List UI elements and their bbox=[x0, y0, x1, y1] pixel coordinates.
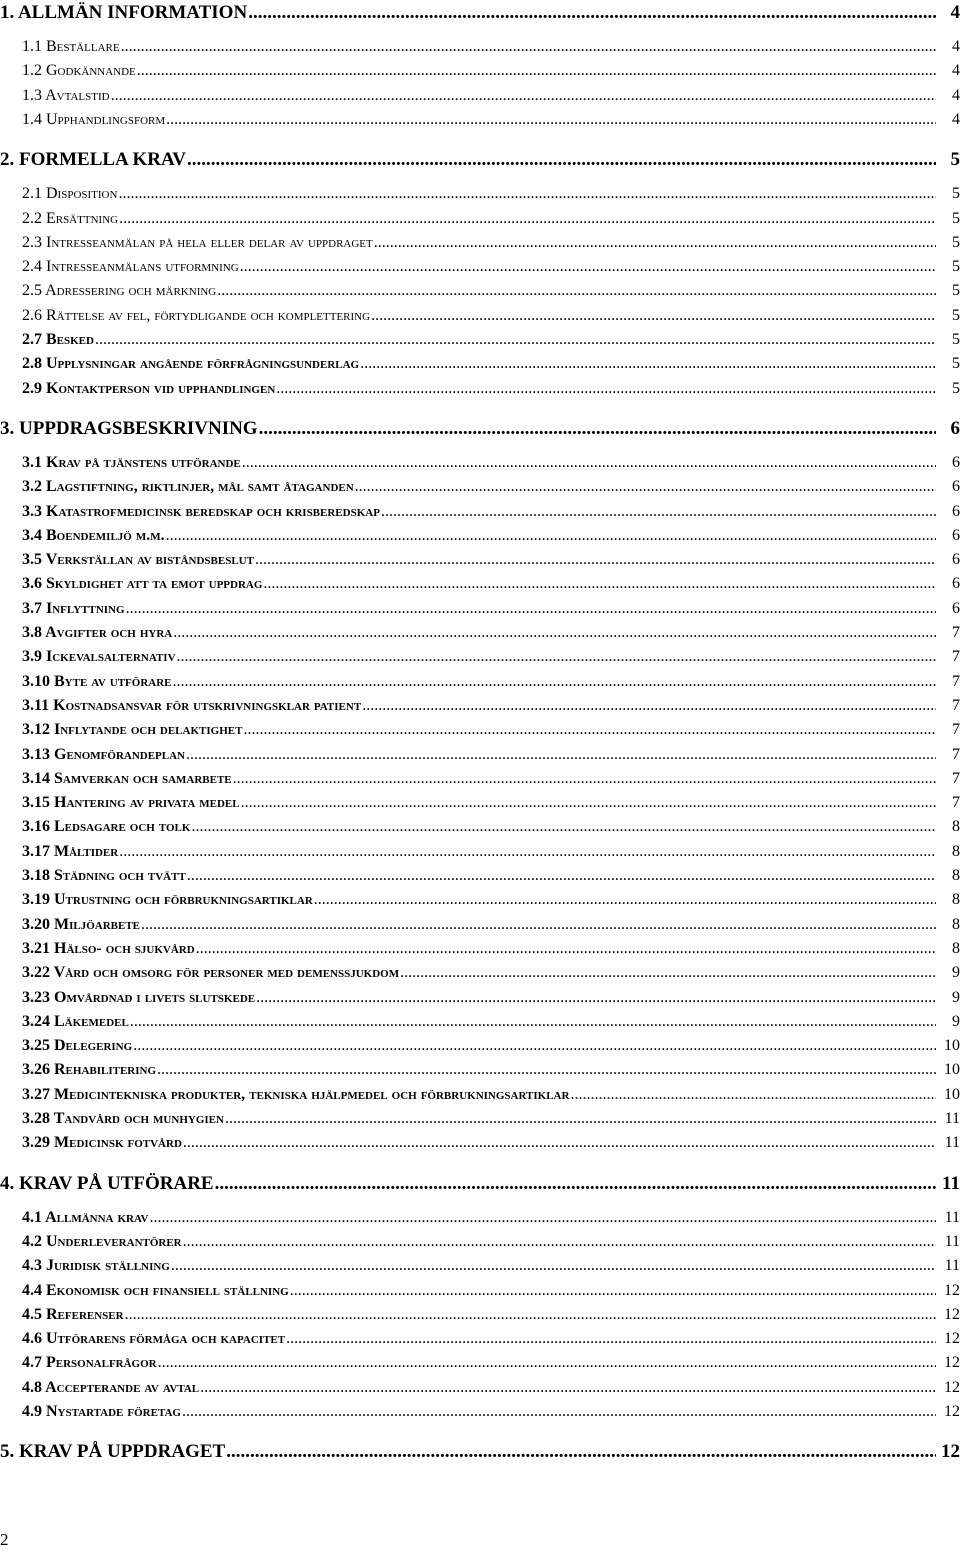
toc-entry-page: 4 bbox=[950, 2, 960, 23]
dot-leader bbox=[191, 818, 936, 836]
toc-entry-title: 4.2 Underleverantörer bbox=[22, 1232, 182, 1250]
dot-leader bbox=[187, 149, 936, 171]
toc-entry[interactable] bbox=[0, 185, 960, 203]
toc-entry-page: 11 bbox=[944, 1208, 960, 1226]
toc-entry-page: 8 bbox=[952, 915, 960, 933]
toc-entry-page: 12 bbox=[944, 1403, 960, 1420]
toc-entry[interactable] bbox=[0, 234, 960, 252]
toc-entry-page: 10 bbox=[944, 1037, 960, 1055]
dot-leader bbox=[371, 307, 936, 325]
toc-entry-title: 3.1 Krav på tjänstens utförande bbox=[22, 453, 241, 471]
toc-entry-page: 12 bbox=[941, 1441, 960, 1463]
toc-entry-page: 9 bbox=[952, 1012, 960, 1030]
dot-leader bbox=[255, 551, 936, 569]
dot-leader bbox=[362, 697, 936, 715]
dot-leader bbox=[186, 746, 936, 764]
toc-entry-page: 4 bbox=[952, 38, 960, 55]
toc-entry[interactable] bbox=[0, 916, 960, 934]
toc-entry[interactable] bbox=[0, 62, 960, 80]
toc-entry-page: 12 bbox=[944, 1305, 960, 1323]
toc-entry-title: 4.1 Allmänna krav bbox=[22, 1208, 149, 1226]
toc-entry[interactable] bbox=[0, 1086, 960, 1104]
toc-entry[interactable] bbox=[0, 1403, 960, 1421]
dot-leader bbox=[256, 989, 936, 1007]
dot-leader bbox=[241, 794, 936, 812]
toc-entry[interactable] bbox=[0, 600, 960, 618]
toc-entry-page: 12 bbox=[944, 1354, 960, 1372]
toc-entry-title: 3.28 Tandvård och munhygien bbox=[22, 1110, 224, 1127]
toc-entry-page: 8 bbox=[952, 842, 960, 860]
toc-entry[interactable] bbox=[0, 87, 960, 105]
toc-entry-page: 7 bbox=[952, 696, 960, 714]
dot-leader bbox=[183, 1134, 936, 1152]
toc-entry-title: 4.4 Ekonomisk och finansiell ställning bbox=[22, 1281, 289, 1299]
toc-entry-page: 5 bbox=[952, 355, 960, 373]
dot-leader bbox=[171, 1257, 936, 1275]
dot-leader bbox=[196, 940, 936, 958]
toc-entry-page: 5 bbox=[952, 258, 960, 276]
toc-entry[interactable] bbox=[0, 746, 960, 764]
toc-entry-page: 6 bbox=[952, 478, 960, 496]
toc-entry-title: 3.14 Samverkan och samarbete bbox=[22, 769, 232, 787]
toc-entry-page: 5 bbox=[952, 306, 960, 324]
dot-leader bbox=[259, 418, 936, 440]
dot-leader bbox=[215, 1173, 936, 1195]
toc-entry-title: 1.2 Godkännande bbox=[22, 62, 136, 80]
dot-leader bbox=[182, 1403, 936, 1421]
toc-entry-page: 10 bbox=[944, 1061, 960, 1079]
toc-entry-page: 4 bbox=[952, 86, 960, 104]
dot-leader bbox=[126, 600, 936, 618]
toc-entry[interactable] bbox=[0, 380, 960, 398]
dot-leader bbox=[217, 282, 936, 300]
toc-entry[interactable] bbox=[0, 1013, 960, 1031]
dot-leader bbox=[173, 624, 936, 642]
toc-entry-page: 12 bbox=[944, 1378, 960, 1396]
toc-entry[interactable] bbox=[0, 282, 960, 300]
dot-leader bbox=[121, 38, 936, 56]
toc-entry-page: 11 bbox=[944, 1232, 960, 1250]
toc-entry-title: 3.2 Lagstiftning, riktlinjer, mål samt åtaganden bbox=[22, 478, 354, 496]
toc-entry-page: 8 bbox=[952, 867, 960, 884]
dot-leader bbox=[141, 916, 936, 934]
toc-entry-title: 3.19 Utrustning och förbrukningsartiklar bbox=[22, 891, 313, 909]
toc-entry[interactable] bbox=[0, 648, 960, 666]
toc-entry-title: 4.7 Personalfrågor bbox=[22, 1354, 157, 1372]
toc-entry-page: 7 bbox=[952, 721, 960, 739]
toc-entry[interactable] bbox=[0, 1061, 960, 1079]
toc-entry-page: 5 bbox=[952, 331, 960, 348]
toc-entry-page: 5 bbox=[952, 209, 960, 227]
dot-leader bbox=[130, 1013, 936, 1031]
toc-entry[interactable] bbox=[0, 843, 960, 861]
toc-entry-title: 3.26 Rehabilitering bbox=[22, 1061, 157, 1079]
dot-leader bbox=[226, 1441, 936, 1463]
dot-leader bbox=[187, 867, 936, 885]
toc-entry-page: 5 bbox=[952, 233, 960, 251]
dot-leader bbox=[570, 1086, 936, 1104]
toc-entry-page: 6 bbox=[952, 599, 960, 617]
toc-entry[interactable] bbox=[0, 1282, 960, 1300]
dot-leader bbox=[314, 891, 936, 909]
toc-entry-title: 4.9 Nystartade företag bbox=[22, 1403, 181, 1420]
toc-entry[interactable] bbox=[0, 1257, 960, 1275]
toc-entry[interactable] bbox=[0, 1134, 960, 1152]
toc-entry-title: 4. KRAV PÅ UTFÖRARE bbox=[0, 1172, 214, 1194]
toc-entry-title: 2.6 Rättelse av fel, förtydligande och komplettering bbox=[22, 306, 371, 324]
toc-entry-title: 2.8 Upplysningar angående förfrågningsunderlag bbox=[22, 355, 360, 373]
dot-leader bbox=[286, 1330, 936, 1348]
dot-leader bbox=[157, 1061, 936, 1079]
toc-entry-title: 3.24 Läkemedel bbox=[22, 1012, 129, 1030]
dot-leader bbox=[233, 770, 936, 788]
toc-entry[interactable] bbox=[0, 794, 960, 812]
dot-leader bbox=[158, 1354, 936, 1372]
toc-entry-title: 2.5 Adressering och märkning bbox=[22, 282, 217, 300]
toc-entry-title: 2.7 Besked bbox=[22, 331, 94, 348]
toc-entry-page: 4 bbox=[952, 110, 960, 128]
toc-entry[interactable] bbox=[0, 673, 960, 691]
toc-entry-title: 3. UPPDRAGSBESKRIVNING bbox=[0, 417, 258, 439]
toc-entry[interactable] bbox=[0, 210, 960, 228]
toc-entry[interactable] bbox=[0, 770, 960, 788]
toc-entry-page: 7 bbox=[952, 672, 960, 690]
toc-entry[interactable] bbox=[0, 111, 960, 129]
toc-entry[interactable] bbox=[0, 454, 960, 472]
dot-leader bbox=[276, 380, 936, 398]
dot-leader bbox=[133, 1037, 936, 1055]
toc-entry-page: 6 bbox=[952, 551, 960, 569]
dot-leader bbox=[166, 527, 936, 545]
dot-leader bbox=[374, 234, 936, 252]
toc-entry-page: 5 bbox=[952, 282, 960, 300]
toc-entry[interactable] bbox=[0, 1354, 960, 1372]
toc-entry[interactable] bbox=[0, 989, 960, 1007]
toc-entry[interactable] bbox=[0, 1209, 960, 1227]
toc-entry-page: 5 bbox=[952, 379, 960, 397]
toc-entry-title: 3.11 Kostnadsansvar för utskrivningsklar patient bbox=[22, 696, 362, 714]
toc-chapter[interactable] bbox=[0, 418, 960, 440]
dot-leader bbox=[290, 1282, 936, 1300]
toc-entry[interactable] bbox=[0, 940, 960, 958]
toc-entry-page: 7 bbox=[952, 648, 960, 666]
toc-entry-page: 6 bbox=[952, 526, 960, 544]
toc-entry-title: 3.8 Avgifter och hyra bbox=[22, 624, 173, 641]
dot-leader bbox=[95, 331, 936, 349]
toc-entry-page: 6 bbox=[952, 575, 960, 593]
toc-entry-title: 3.23 Omvårdnad i livets slutskede bbox=[22, 988, 256, 1006]
toc-entry-title: 3.18 Städning och tvätt bbox=[22, 867, 186, 884]
toc-entry[interactable] bbox=[0, 1330, 960, 1348]
toc-entry[interactable] bbox=[0, 697, 960, 715]
toc-entry-title: 1.4 Upphandlingsform bbox=[22, 110, 166, 128]
toc-entry-title: 2.3 Intresseanmälan på hela eller delar av uppdraget bbox=[22, 233, 373, 251]
toc-entry-page: 5 bbox=[950, 149, 960, 171]
dot-leader bbox=[149, 1209, 936, 1227]
dot-leader bbox=[137, 62, 936, 80]
toc-entry-page: 7 bbox=[952, 794, 960, 812]
toc-entry[interactable] bbox=[0, 478, 960, 496]
toc-entry-page: 4 bbox=[952, 62, 960, 80]
dot-leader bbox=[381, 503, 936, 521]
toc-entry-title: 3.25 Delegering bbox=[22, 1037, 133, 1055]
toc-entry-page: 7 bbox=[952, 745, 960, 763]
dot-leader bbox=[166, 111, 936, 129]
dot-leader bbox=[183, 1233, 936, 1251]
toc-entry-title: 4.6 Utförarens förmåga och kapacitet bbox=[22, 1330, 286, 1348]
dot-leader bbox=[243, 721, 936, 739]
toc-entry-title: 5. KRAV PÅ UPPDRAGET bbox=[0, 1441, 226, 1463]
toc-entry[interactable] bbox=[0, 575, 960, 593]
toc-entry[interactable] bbox=[0, 721, 960, 739]
dot-leader bbox=[355, 478, 936, 496]
toc-entry-title: 3.6 Skyldighet att ta emot uppdrag bbox=[22, 575, 263, 593]
toc-entry-title: 3.16 Ledsagare och tolk bbox=[22, 818, 191, 836]
toc-entry[interactable] bbox=[0, 867, 960, 885]
toc-entry-page: 11 bbox=[944, 1134, 960, 1152]
toc-entry-title: 3.27 Medicintekniska produkter, tekniska hjälpmedel och förbrukningsartiklar bbox=[22, 1085, 570, 1103]
toc-entry-page: 12 bbox=[944, 1281, 960, 1299]
toc-entry-title: 3.10 Byte av utförare bbox=[22, 672, 172, 690]
dot-leader bbox=[118, 185, 936, 203]
toc-entry[interactable] bbox=[0, 551, 960, 569]
toc-entry-title: 2.4 Intresseanmälans utformning bbox=[22, 258, 239, 276]
toc-entry-page: 11 bbox=[944, 1257, 960, 1275]
toc-entry[interactable] bbox=[0, 258, 960, 276]
dot-leader bbox=[225, 1110, 936, 1128]
toc-entry-title: 1. ALLMÄN INFORMATION bbox=[0, 2, 248, 23]
toc-entry[interactable] bbox=[0, 1110, 960, 1128]
toc-entry[interactable] bbox=[0, 38, 960, 56]
toc-entry-title: 3.29 Medicinsk fotvård bbox=[22, 1134, 182, 1152]
toc-entry-title: 3.22 Vård och omsorg för personer med demenssjukdom bbox=[22, 964, 400, 982]
toc-entry-title: 3.4 Boendemiljö m.m. bbox=[22, 526, 165, 544]
toc-entry[interactable] bbox=[0, 1233, 960, 1251]
toc-chapter[interactable] bbox=[0, 149, 960, 171]
toc-entry-title: 4.3 Juridisk ställning bbox=[22, 1257, 170, 1275]
toc-entry-title: 3.13 Genomförandeplan bbox=[22, 745, 185, 763]
toc-entry[interactable] bbox=[0, 818, 960, 836]
toc-entry-page: 11 bbox=[944, 1110, 960, 1127]
toc-entry-title: 3.15 Hantering av privata medel bbox=[22, 794, 240, 812]
toc-entry-page: 7 bbox=[952, 624, 960, 641]
toc-entry-page: 6 bbox=[950, 417, 960, 439]
toc-entry[interactable] bbox=[0, 355, 960, 373]
toc-entry-title: 2.9 Kontaktperson vid upphandlingen bbox=[22, 379, 276, 397]
dot-leader bbox=[119, 843, 936, 861]
dot-leader bbox=[248, 2, 936, 24]
dot-leader bbox=[200, 1379, 936, 1397]
toc-entry[interactable] bbox=[0, 331, 960, 349]
toc-entry-title: 2. FORMELLA KRAV bbox=[0, 149, 186, 171]
toc-entry[interactable] bbox=[0, 1037, 960, 1055]
dot-leader bbox=[263, 575, 936, 593]
toc-entry-title: 3.21 Hälso- och sjukvård bbox=[22, 939, 195, 957]
toc-entry[interactable] bbox=[0, 964, 960, 982]
toc-entry[interactable] bbox=[0, 527, 960, 545]
toc-entry-page: 6 bbox=[952, 453, 960, 471]
dot-leader bbox=[172, 673, 936, 691]
dot-leader bbox=[111, 87, 936, 105]
dot-leader bbox=[125, 1306, 936, 1324]
toc-chapter[interactable] bbox=[0, 1173, 960, 1195]
toc-chapter[interactable] bbox=[0, 2, 960, 24]
toc-entry[interactable] bbox=[0, 1306, 960, 1324]
toc-entry-title: 3.3 Katastrofmedicinsk beredskap och krisberedskap bbox=[22, 502, 380, 520]
toc-entry-title: 2.1 Disposition bbox=[22, 185, 118, 203]
toc-entry-title: 1.3 Avtalstid bbox=[22, 86, 110, 104]
toc-entry-title: 3.12 Inflytande och delaktighet bbox=[22, 721, 243, 739]
dot-leader bbox=[240, 258, 936, 276]
page-number: 2 bbox=[0, 1530, 9, 1549]
toc-entry-page: 7 bbox=[952, 769, 960, 787]
toc-entry-title: 4.5 Referenser bbox=[22, 1305, 124, 1323]
dot-leader bbox=[177, 648, 936, 666]
toc-entry-page: 8 bbox=[952, 891, 960, 909]
toc-entry-title: 3.9 Ickevalsalternativ bbox=[22, 648, 176, 666]
toc-entry-page: 8 bbox=[952, 939, 960, 957]
toc-entry[interactable] bbox=[0, 503, 960, 521]
toc-entry[interactable] bbox=[0, 891, 960, 909]
toc-entry[interactable] bbox=[0, 307, 960, 325]
toc-entry[interactable] bbox=[0, 1379, 960, 1397]
dot-leader bbox=[400, 964, 936, 982]
toc-chapter[interactable] bbox=[0, 1441, 960, 1463]
toc-entry-page: 6 bbox=[952, 502, 960, 520]
toc-entry-title: 3.17 Måltider bbox=[22, 842, 119, 860]
dot-leader bbox=[119, 210, 936, 228]
toc-entry-page: 10 bbox=[944, 1085, 960, 1103]
toc-entry[interactable] bbox=[0, 624, 960, 642]
toc-entry-page: 12 bbox=[944, 1330, 960, 1348]
toc-entry-title: 4.8 Accepterande av avtal bbox=[22, 1378, 200, 1396]
toc-entry-page: 11 bbox=[942, 1172, 960, 1194]
dot-leader bbox=[242, 454, 936, 472]
toc-entry-title: 1.1 Beställare bbox=[22, 38, 120, 55]
toc-entry-page: 9 bbox=[952, 988, 960, 1006]
toc-entry-page: 8 bbox=[952, 818, 960, 836]
toc-entry-title: 3.20 Miljöarbete bbox=[22, 915, 141, 933]
dot-leader bbox=[360, 355, 936, 373]
toc-entry-title: 3.5 Verkställan av biståndsbeslut bbox=[22, 551, 254, 569]
toc-entry-page: 9 bbox=[952, 964, 960, 982]
toc-entry-title: 3.7 Inflyttning bbox=[22, 599, 125, 617]
toc-entry-page: 5 bbox=[952, 185, 960, 203]
toc-entry-title: 2.2 Ersättning bbox=[22, 209, 119, 227]
